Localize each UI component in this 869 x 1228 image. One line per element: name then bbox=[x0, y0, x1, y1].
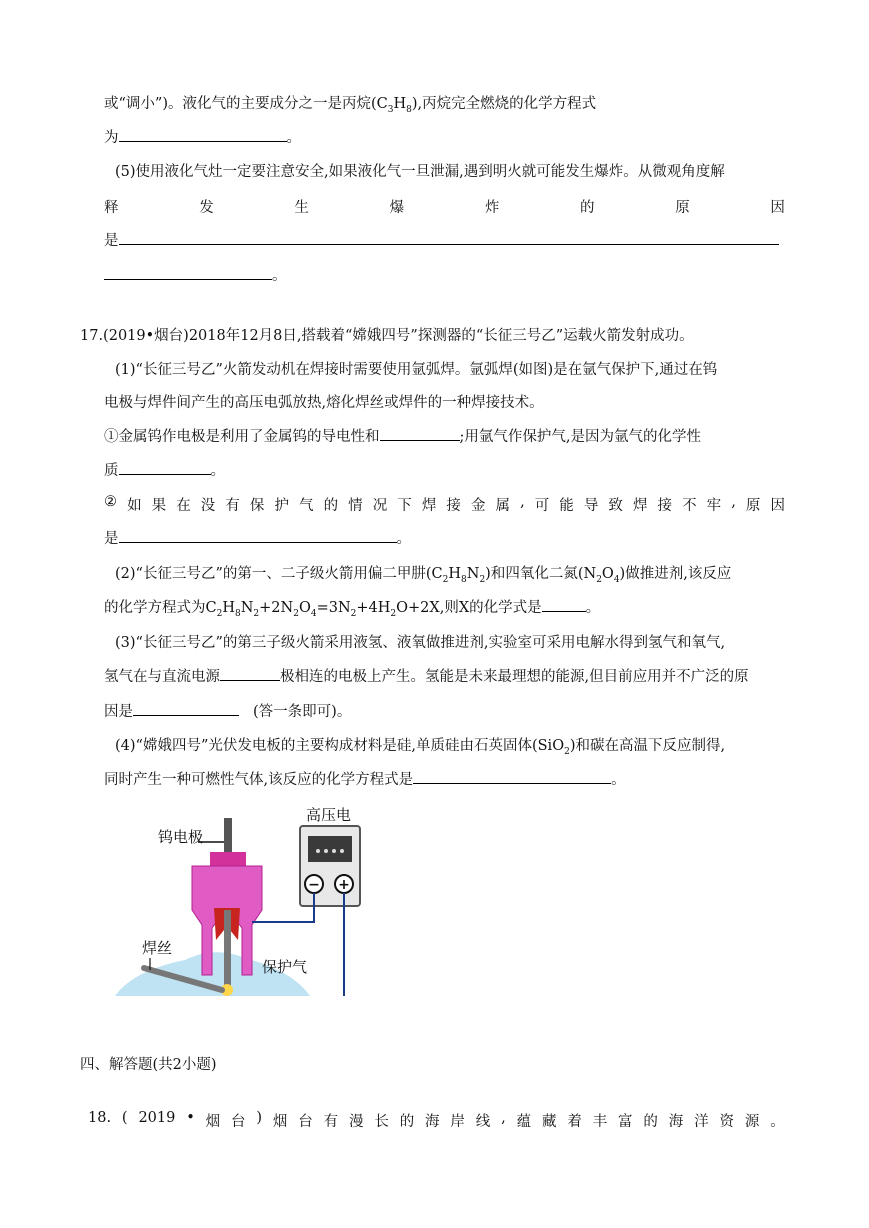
answer-blank[interactable] bbox=[104, 278, 272, 280]
q17-part1-b-line-1 bbox=[104, 494, 785, 515]
gas-label: 保护气 bbox=[262, 958, 308, 976]
q17-part2-line-1: (2)“长征三号乙”的第一、二子级火箭用偏二甲肼$(C_2H_8N_2)$和四氧化二氮$(N_2O_4)$做推进剂,该反应 bbox=[115, 566, 732, 585]
q16-line-2: 为 。 bbox=[104, 130, 301, 146]
electrode-rod-top bbox=[224, 818, 232, 854]
justified-word: 接 bbox=[446, 498, 461, 514]
justified-word: 线 bbox=[475, 1114, 491, 1130]
section-4-title: 四、解答题(共2小题) bbox=[80, 1057, 217, 1073]
justified-word: 没 bbox=[200, 498, 216, 514]
answer-blank[interactable] bbox=[133, 714, 239, 716]
justified-word: 烟 bbox=[205, 1114, 221, 1130]
q18-line-1 bbox=[88, 1110, 785, 1131]
justified-word: 有 bbox=[225, 498, 240, 514]
power-supply-display bbox=[308, 836, 352, 862]
justified-word: 烟 bbox=[272, 1114, 288, 1130]
justified-word: 源 bbox=[744, 1114, 760, 1130]
answer-blank[interactable] bbox=[119, 243, 779, 245]
svg-text:−: − bbox=[308, 877, 320, 893]
q17-part1-line-2: 电极与焊件间产生的高压电弧放热,熔化焊丝或焊件的一种焊接技术。 bbox=[104, 395, 544, 411]
answer-blank[interactable] bbox=[220, 679, 280, 681]
answer-blank[interactable] bbox=[119, 473, 211, 475]
electrode-rod bbox=[224, 910, 231, 990]
q17-part3-line-2: 氢气在与直流电源 极相连的电极上产生。氢能是未来最理想的能源,但目前应用并不广泛的原 bbox=[104, 669, 749, 685]
justified-word: 洋 bbox=[694, 1114, 709, 1130]
justified-word: 可 bbox=[534, 498, 550, 514]
justified-word: 导 bbox=[583, 498, 599, 514]
high-voltage-label: 高压电 bbox=[306, 806, 352, 824]
q17-part4-line-2: 同时产生一种可燃性气体,该反应的化学方程式是 。 bbox=[104, 772, 626, 788]
justified-word: 况 bbox=[372, 498, 388, 514]
justified-word: 属 bbox=[495, 498, 510, 514]
justified-word: 因 bbox=[770, 498, 785, 514]
q17-part1-line-1: (1)“长征三号乙”火箭发动机在焊接时需要使用氩弧焊。氩弧焊(如图)是在氩气保护下,通过在钨 bbox=[115, 362, 718, 378]
justified-word: 有 bbox=[323, 1114, 339, 1130]
justified-word: 的 bbox=[643, 1114, 658, 1130]
justified-word: 原 bbox=[675, 200, 690, 216]
electrode-label: 钨电极 bbox=[158, 828, 204, 846]
justified-word: 台 bbox=[298, 1114, 313, 1130]
justified-word: 台 bbox=[231, 1114, 246, 1130]
justified-word: 。 bbox=[770, 1114, 785, 1130]
justified-word: 焊 bbox=[632, 498, 648, 514]
justified-word: 不 bbox=[682, 498, 697, 514]
q17-part1-a-line-2: 质 。 bbox=[104, 463, 225, 479]
justified-word: 丰 bbox=[592, 1114, 608, 1130]
q17-part4-line-1: (4)“嫦娥四号”光伏发电板的主要构成材料是硅,单质硅由石英固体(SiO$_2$)和碳在高温下反应制得, bbox=[115, 738, 726, 757]
justified-word: 资 bbox=[719, 1114, 734, 1130]
q17-part1-a-line-1: ①金属钨作电极是利用了金属钨的导电性和 ;用氩气作保护气,是因为氩气的化学性 bbox=[104, 429, 701, 445]
justified-word: 情 bbox=[348, 498, 363, 514]
justified-word: 果 bbox=[151, 498, 167, 514]
justified-word: 生 bbox=[294, 200, 309, 216]
justified-word: 18. bbox=[88, 1110, 112, 1126]
justified-word: ② bbox=[104, 494, 117, 510]
justified-word: , bbox=[731, 494, 736, 510]
answer-blank[interactable] bbox=[119, 541, 397, 543]
justified-word: 富 bbox=[618, 1114, 633, 1130]
justified-word: 的 bbox=[323, 498, 339, 514]
justified-word: 2019 bbox=[138, 1110, 176, 1126]
justified-word: • bbox=[186, 1110, 195, 1126]
q16-line-1: 或“调小”)。液化气的主要成分之一是丙烷$(C_3H_8)$,丙烷完全燃烧的化学方程式 bbox=[104, 96, 597, 115]
justified-word: 炸 bbox=[484, 200, 500, 216]
justified-word: 海 bbox=[668, 1114, 684, 1130]
q17-part2-line-2: 的化学方程式为$C_2H_8N_2+2N_2O_4=3N_2+4H_2O+2X$,则X的化学式是 。 bbox=[104, 600, 601, 619]
q17-header: 17.(2019•烟台)2018年12月8日,搭载着“嫦娥四号”探测器的“长征三号乙”运载火箭发射成功。 bbox=[80, 328, 694, 344]
justified-word: 焊 bbox=[421, 498, 437, 514]
justified-word: 蕴 bbox=[516, 1114, 532, 1130]
svg-text:+: + bbox=[338, 877, 350, 893]
justified-word: 岸 bbox=[450, 1114, 465, 1130]
justified-word: , bbox=[520, 494, 525, 510]
q16-part5-line-2 bbox=[104, 196, 785, 217]
justified-word: , bbox=[501, 1110, 506, 1126]
justified-word: 气 bbox=[299, 498, 314, 514]
justified-word: 如 bbox=[127, 498, 142, 514]
answer-blank[interactable] bbox=[119, 140, 287, 142]
answer-blank[interactable] bbox=[413, 782, 611, 784]
justified-word: 的 bbox=[399, 1114, 415, 1130]
justified-word: 能 bbox=[559, 498, 574, 514]
justified-word: 牢 bbox=[706, 498, 722, 514]
welding-diagram bbox=[110, 800, 372, 1000]
justified-word: 藏 bbox=[541, 1114, 557, 1130]
q17-part3-line-1: (3)“长征三号乙”的第三子级火箭采用液氢、液氧做推进剂,实验室可采用电解水得到氢气和氧气, bbox=[115, 635, 726, 651]
q16-part5-line-1: (5)使用液化气灶一定要注意安全,如果液化气一旦泄漏,遇到明火就可能发生爆炸。从微观角度解 bbox=[115, 164, 725, 180]
q17-part1-b-line-2: 是 。 bbox=[104, 531, 411, 547]
justified-word: 保 bbox=[249, 498, 265, 514]
justified-word: 致 bbox=[608, 498, 623, 514]
welding-diagram-svg bbox=[110, 800, 372, 1000]
justified-word: ( bbox=[121, 1110, 128, 1126]
justified-word: 海 bbox=[425, 1114, 440, 1130]
justified-word: 下 bbox=[397, 498, 412, 514]
justified-word: ) bbox=[256, 1110, 263, 1126]
justified-word: 释 bbox=[104, 200, 119, 216]
justified-word: 接 bbox=[657, 498, 673, 514]
q16-part5-line-4: 。 bbox=[104, 264, 287, 285]
answer-blank[interactable] bbox=[380, 439, 460, 441]
q17-part3-line-3: 因是 (答一条即可)。 bbox=[104, 704, 352, 720]
justified-word: 因 bbox=[770, 200, 785, 216]
justified-word: 发 bbox=[199, 200, 214, 216]
justified-word: 长 bbox=[374, 1114, 389, 1130]
justified-word: 漫 bbox=[348, 1114, 364, 1130]
justified-word: 着 bbox=[567, 1114, 582, 1130]
wire-label: 焊丝 bbox=[142, 939, 173, 957]
justified-word: 金 bbox=[470, 498, 486, 514]
justified-word: 护 bbox=[274, 498, 289, 514]
justified-word: 爆 bbox=[389, 200, 405, 216]
answer-blank[interactable] bbox=[542, 610, 586, 612]
justified-word: 在 bbox=[176, 498, 191, 514]
justified-word: 原 bbox=[745, 498, 761, 514]
justified-word: 的 bbox=[580, 200, 595, 216]
q16-part5-line-3: 是 bbox=[104, 229, 779, 250]
